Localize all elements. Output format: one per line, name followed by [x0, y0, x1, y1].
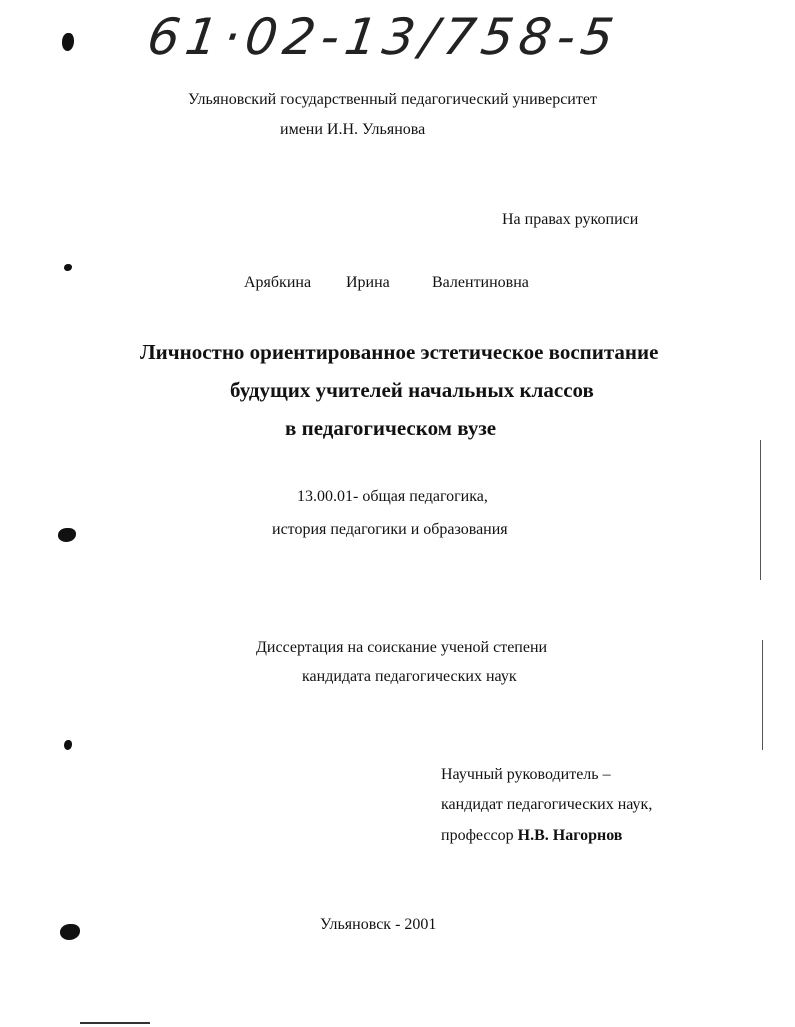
supervisor-line2: кандидат педагогических наук, [441, 796, 653, 813]
supervisor-name: Н.В. Нагорнов [517, 827, 623, 844]
institution-line2: имени И.Н. Ульянова [280, 121, 426, 138]
author-surname: Арябкина [244, 274, 312, 291]
institution-line1: Ульяновский государственный педагогический университет [188, 91, 597, 108]
supervisor-line1: Научный руководитель – [441, 766, 611, 783]
supervisor-line3 [441, 826, 622, 846]
author-name: Ирина [346, 274, 390, 291]
scan-mark [64, 264, 72, 271]
supervisor-prefix: профессор [441, 827, 518, 844]
title-line2: будущих учителей начальных классов [230, 378, 594, 402]
scan-mark [60, 924, 80, 940]
manuscript-note: На правах рукописи [502, 211, 639, 228]
specialty-line2: история педагогики и образования [272, 521, 508, 538]
author-patronymic: Валентиновна [432, 274, 529, 291]
scan-mark [62, 33, 74, 51]
place-year: Ульяновск - 2001 [320, 916, 437, 933]
scan-mark [64, 740, 72, 750]
title-line1: Личностно ориентированное эстетическое воспитание [140, 340, 659, 364]
scan-mark [58, 528, 76, 542]
degree-line2: кандидата педагогических наук [302, 668, 517, 685]
specialty-line1: 13.00.01- общая педагогика, [297, 488, 488, 505]
scan-edge [762, 640, 763, 750]
scan-edge [760, 440, 761, 580]
handwritten-code: 61·02-13/758-5 [143, 8, 624, 66]
degree-line1: Диссертация на соискание ученой степени [256, 639, 548, 656]
title-line3: в педагогическом вузе [285, 416, 497, 440]
scan-edge [80, 1022, 150, 1024]
